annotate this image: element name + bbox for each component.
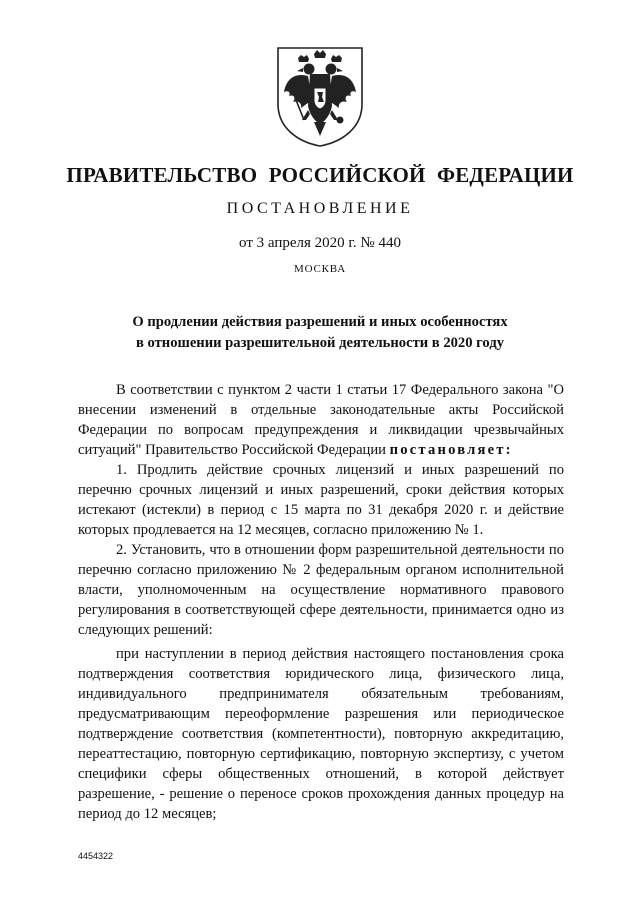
subject-line-1: О продлении действия разрешений и иных особенностях: [132, 314, 508, 330]
document-date-number: от 3 апреля 2020 г. № 440: [239, 235, 401, 251]
document-city: МОСКВА: [294, 263, 346, 275]
item-2-paragraph: 2. Установить, что в отношении форм разрешительной деятельности по перечню согласно приложению № 2 федеральным органом исполнительной власти, уполномоченным на осуществление нормативного правового регулирования в соответствующей сфере деятельности, принимается одно из следующих решений:: [78, 542, 564, 638]
document-subject: [0, 312, 640, 354]
document-type: ПОСТАНОВЛЕНИЕ: [226, 200, 414, 217]
subject-line-2: в отношении разрешительной деятельности в 2020 году: [136, 335, 504, 351]
government-title: ПРАВИТЕЛЬСТВО РОССИЙСКОЙ ФЕДЕРАЦИИ: [66, 163, 574, 187]
document-body: [78, 380, 564, 824]
russian-coat-of-arms-icon: [272, 44, 368, 148]
document-code: 4454322: [78, 851, 114, 861]
item-2a-paragraph: при наступлении в период действия настоящего постановления срока подтверждения соответствия юридического лица, физического лица, индивидуального предпринимателя обязательным требованиям, предусматривающим переоформление разрешения или периодическое подтверждение соответствия (компетентности), повторную аккредитацию, переаттестацию, повторную сертификацию, повторную экспертизу, с учетом специфики сферы общественных отношений, в которой действует разрешение, - решение о переносе сроков прохождения данных процедур на период до 12 месяцев;: [78, 646, 564, 822]
resolves-word: постановляет:: [389, 442, 513, 458]
intro-paragraph: [78, 380, 564, 460]
intro-text: В соответствии с пунктом 2 части 1 статьи 17 Федерального закона "О внесении изменений в отдельные законодательные акты Российской Федерации по вопросам предупреждения и ликвидации чрезвычайных ситуаций" Правительство Российской Федерации: [78, 382, 564, 458]
item-1-paragraph: 1. Продлить действие срочных лицензий и иных разрешений по перечню срочных лицензий и иных разрешений, сроки действия которых истекают (истекли) в период с 15 марта по 31 декабря 2020 г. и действие которых продлевается на 12 месяцев, согласно приложению № 1.: [78, 462, 564, 538]
